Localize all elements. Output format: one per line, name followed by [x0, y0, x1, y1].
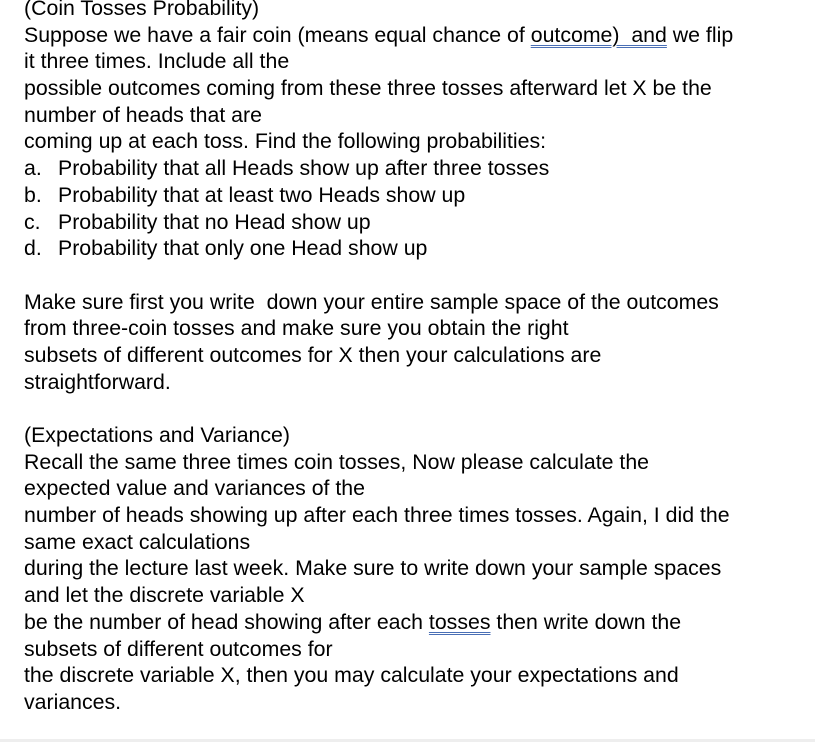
intro-text-start: Suppose we have a fair coin (means equal chance of — [24, 22, 531, 47]
expectations-line-5: during the lecture last week. Make sure to write down your sample spaces — [24, 556, 722, 581]
blank-line — [24, 395, 809, 422]
expectations-text-end: then write down the — [490, 609, 682, 634]
list-item-b — [24, 182, 809, 209]
list-item-d — [24, 235, 809, 262]
intro-line-4: number of heads that are — [24, 102, 262, 127]
expectations-line-10: variances. — [24, 689, 122, 714]
grammar-flagged-phrase[interactable]: outcome) and — [530, 22, 667, 47]
list-item-c — [24, 209, 809, 236]
note-line-4: straightforward. — [24, 369, 171, 394]
expectations-line-2: expected value and variances of the — [24, 476, 365, 501]
list-marker: a. — [24, 156, 42, 181]
list-item-text: Probability that all Heads show up after three tosses — [58, 156, 550, 181]
expectations-line-7 — [24, 609, 809, 636]
expectations-line-8: subsets of different outcomes for — [24, 636, 333, 661]
expectations-text-start: be the number of head showing after each — [24, 609, 429, 634]
intro-text-end: we flip — [666, 22, 734, 47]
intro-line-5: coming up at each toss. Find the following probabilities: — [24, 129, 547, 154]
intro-line-1 — [24, 22, 809, 49]
list-item-a — [24, 155, 809, 182]
note-line-1: Make sure first you write down your entire sample space of the outcomes — [24, 289, 719, 314]
expectations-line-6: and let the discrete variable X — [24, 583, 305, 608]
blank-line — [24, 262, 809, 289]
expectations-line-9: the discrete variable X, then you may calculate your expectations and — [24, 663, 679, 688]
note-line-2: from three-coin tosses and make sure you obtain the right — [24, 316, 569, 341]
intro-line-2: it three times. Include all the — [24, 49, 290, 74]
list-item-text: Probability that no Head show up — [58, 209, 371, 234]
list-item-text: Probability that at least two Heads show up — [58, 182, 466, 207]
expectations-line-4: same exact calculations — [24, 529, 251, 554]
section-heading-coin-tosses: (Coin Tosses Probability) — [24, 0, 260, 20]
document-page — [24, 0, 809, 716]
list-marker: c. — [24, 209, 41, 234]
expectations-line-1: Recall the same three times coin tosses, Now please calculate the — [24, 449, 650, 474]
list-item-text: Probability that only one Head show up — [58, 236, 428, 261]
list-marker: b. — [24, 182, 42, 207]
note-line-3: subsets of different outcomes for X then your calculations are — [24, 342, 602, 367]
expectations-line-3: number of heads showing up after each three times tosses. Again, I did the — [24, 503, 730, 528]
grammar-flagged-word[interactable]: tosses — [428, 609, 491, 634]
section-heading-expectations: (Expectations and Variance) — [24, 423, 290, 447]
list-marker: d. — [24, 236, 42, 261]
intro-line-3: possible outcomes coming from these three tosses afterward let X be the — [24, 76, 712, 101]
